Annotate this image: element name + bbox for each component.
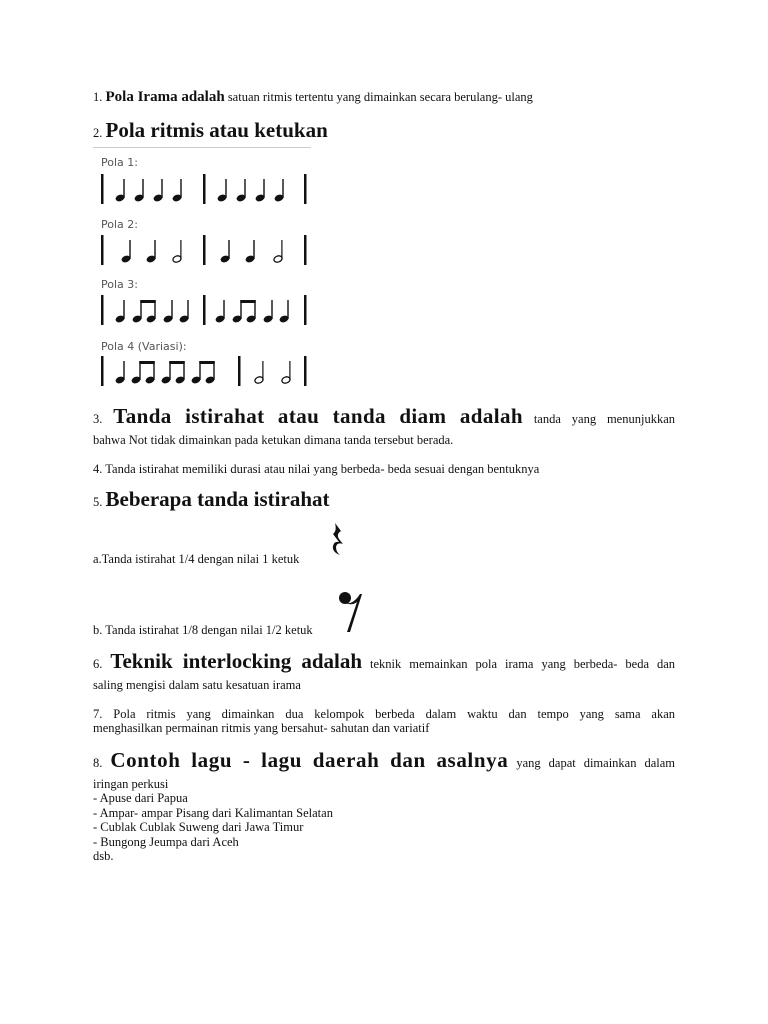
- item-8-line-2: iringan perkusi: [93, 777, 169, 791]
- pattern-1-staff: [101, 174, 307, 204]
- rhythm-patterns-figure: [96, 152, 326, 392]
- item-5-heading: Beberapa tanda istirahat: [105, 487, 330, 511]
- pattern-2-staff: [101, 235, 307, 265]
- quarter-rest-icon: [328, 522, 348, 556]
- pattern-4-label: Pola 4 (Variasi):: [101, 340, 187, 353]
- item-8-line-1: 8. Contoh lagu - lagu daerah dan asalnya yang dapat dimainkan dalam: [93, 748, 676, 772]
- item-4: 4. Tanda istirahat memiliki durasi atau nilai yang berbeda- beda sesuai dengan bentuknya: [93, 462, 540, 476]
- pattern-2-label: Pola 2:: [101, 218, 138, 231]
- item-1-body: satuan ritmis tertentu yang dimainkan secara berulang- ulang: [227, 90, 533, 104]
- list-item: - Ampar- ampar Pisang dari Kalimantan Selatan: [93, 805, 333, 820]
- item-8-body: yang dapat dimainkan dalam: [516, 756, 676, 770]
- rest-a-text: a.Tanda istirahat 1/4 dengan nilai 1 ketuk: [93, 552, 300, 566]
- heading-underline: [93, 147, 311, 148]
- item-5: 5. Beberapa tanda istirahat: [93, 487, 330, 511]
- item-6-body: teknik memainkan pola irama yang berbeda- beda dan: [370, 657, 676, 671]
- item-3-heading: Tanda istirahat atau tanda diam adalah: [113, 404, 523, 428]
- list-item: - Cublak Cublak Suweng dari Jawa Timur: [93, 820, 304, 834]
- pattern-3-staff: [101, 295, 307, 325]
- item-6-line-2: saling mengisi dalam satu kesatuan irama: [93, 678, 301, 692]
- song-list: [93, 791, 333, 864]
- item-6-heading: Teknik interlocking adalah: [110, 649, 363, 673]
- rhythm-notation: [96, 152, 326, 392]
- list-item: - Apuse dari Papua: [93, 791, 188, 805]
- item-1: 1. Pola Irama adalah satuan ritmis tertentu yang dimainkan secara berulang- ulang: [93, 89, 533, 105]
- rest-b-text: b. Tanda istirahat 1/8 dengan nilai 1/2 ketuk: [93, 623, 313, 637]
- item-6-line-1: 6. Teknik interlocking adalah teknik memainkan pola irama yang berbeda- beda dan: [93, 649, 676, 673]
- item-3-body: tanda yang menunjukkan: [533, 412, 675, 426]
- item-3-line-1: 3. Tanda istirahat atau tanda diam adalah tanda yang menunjukkan: [93, 404, 675, 428]
- item-7-line-2: menghasilkan permainan ritmis yang bersahut- sahutan dan variatif: [93, 721, 430, 735]
- pattern-3-label: Pola 3:: [101, 278, 138, 291]
- list-item: - Bungong Jeumpa dari Aceh: [93, 834, 239, 849]
- pattern-4-staff: [101, 356, 307, 386]
- item-2-heading: Pola ritmis atau ketukan: [105, 118, 328, 142]
- item-2: 2. Pola ritmis atau ketukan: [93, 118, 328, 142]
- item-8-heading: Contoh lagu - lagu daerah dan asalnya: [110, 748, 509, 772]
- item-3-line-2: bahwa Not tidak dimainkan pada ketukan dimana tanda tersebut berada.: [93, 433, 454, 447]
- item-7-line-1: 7. Pola ritmis yang dimainkan dua kelompok berbeda dalam waktu dan tempo yang sama akan: [93, 707, 675, 721]
- pattern-1-label: Pola 1:: [101, 156, 138, 169]
- list-item: dsb.: [93, 849, 114, 863]
- item-1-heading: Pola Irama adalah: [105, 89, 225, 105]
